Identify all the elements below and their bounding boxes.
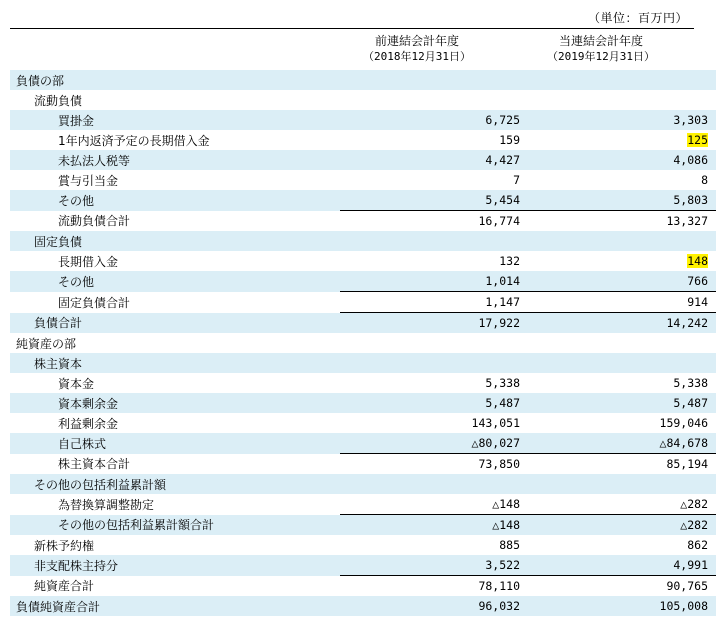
prior-year-value [340,190,528,211]
current-year-value [528,535,716,555]
row-label-cell [10,130,340,150]
table-row [10,190,716,211]
current-year-value [528,353,716,373]
value-text: 105,008 [659,599,708,613]
table-row [10,170,716,190]
row-label-cell [10,271,340,292]
row-label: その他 [58,193,95,208]
highlighted-value: 125 [687,133,708,147]
table-row [10,110,716,130]
current-year-value [528,596,716,616]
row-label: 資本金 [58,376,95,391]
value-text: 7 [513,173,520,187]
table-row [10,251,716,271]
prior-year-value [340,110,528,130]
table-row [10,353,716,373]
row-label: 負債合計 [34,316,83,331]
current-year-value [528,231,716,251]
row-label-cell [10,70,340,90]
value-text: 14,242 [666,316,708,330]
value-text: 17,922 [478,316,520,330]
row-label: 純資産の部 [16,336,77,351]
row-label-cell [10,555,340,576]
value-text: 5,487 [673,396,708,410]
current-year-value [528,333,716,353]
current-year-value [528,515,716,536]
value-text: 3,303 [673,113,708,127]
row-label: その他 [58,274,95,289]
table-row [10,393,716,413]
table-row [10,555,716,576]
current-year-value [528,110,716,130]
table-row [10,413,716,433]
prior-year-value [340,494,528,515]
table-row [10,292,716,313]
table-row [10,454,716,475]
current-year-value [528,313,716,334]
current-year-value [528,393,716,413]
table-row [10,474,716,494]
prior-year-value [340,70,528,90]
balance-sheet-table [10,70,716,616]
value-text: 96,032 [478,599,520,613]
table-row [10,313,716,334]
value-text: 5,338 [485,376,520,390]
value-text: △80,027 [471,436,520,450]
table-row [10,70,716,90]
value-text: 6,725 [485,113,520,127]
row-label: 固定負債合計 [58,295,131,310]
row-label: 長期借入金 [58,254,119,269]
current-year-value [528,555,716,576]
prior-year-value [340,555,528,576]
current-year-value [528,190,716,211]
current-year-value [528,474,716,494]
row-label: 未払法人税等 [58,153,131,168]
current-year-value [528,373,716,393]
prior-year-value [340,413,528,433]
prior-year-value [340,393,528,413]
prior-year-value [340,454,528,475]
column-header-prior-year [327,34,507,64]
current-year-value [528,211,716,232]
prior-year-value [340,313,528,334]
value-text: 8 [701,173,708,187]
table-row [10,373,716,393]
current-year-value [528,170,716,190]
row-label-cell [10,494,340,515]
value-text: 4,086 [673,153,708,167]
unit-label: （単位：百万円） [588,11,689,25]
table-row [10,576,716,597]
row-label-cell [10,596,340,616]
value-text: 5,803 [673,193,708,207]
table-row [10,130,716,150]
prior-year-value [340,251,528,271]
row-label-cell [10,433,340,454]
table-row [10,150,716,170]
current-year-value [528,433,716,454]
prior-year-value [340,90,528,110]
row-label: 新株予約権 [34,538,95,553]
prior-year-value [340,515,528,536]
row-label: その他の包括利益累計額 [34,477,167,492]
prior-year-value [340,150,528,170]
row-label: 非支配株主持分 [34,558,119,573]
row-label-cell [10,231,340,251]
table-row [10,494,716,515]
table-row [10,211,716,232]
header-rule [10,28,694,29]
row-label-cell [10,150,340,170]
row-label-cell [10,353,340,373]
value-text: 13,327 [666,214,708,228]
value-text: 90,765 [666,579,708,593]
column-header-current-year [511,34,691,64]
value-text: 862 [687,538,708,552]
row-label-cell [10,454,340,475]
value-text: 159 [499,133,520,147]
prior-year-value [340,231,528,251]
row-label: 自己株式 [58,436,107,451]
value-text: 73,850 [478,457,520,471]
prior-year-value [340,373,528,393]
row-label-cell [10,170,340,190]
current-year-value [528,251,716,271]
row-label: その他の包括利益累計額合計 [58,518,215,533]
row-label: 純資産合計 [34,579,95,594]
prior-year-value [340,535,528,555]
row-label-cell [10,515,340,536]
column-header-period: （2019年12月31日） [547,50,655,63]
prior-year-value [340,353,528,373]
current-year-value [528,494,716,515]
value-text: △84,678 [659,436,708,450]
table-row [10,535,716,555]
current-year-value [528,130,716,150]
row-label-cell [10,110,340,130]
row-label-cell [10,90,340,110]
value-text: 16,774 [478,214,520,228]
table-row [10,596,716,616]
current-year-value [528,90,716,110]
row-label: 固定負債 [34,234,83,249]
value-text: 132 [499,254,520,268]
value-text: △148 [492,518,520,532]
current-year-value [528,271,716,292]
value-text: 78,110 [478,579,520,593]
current-year-value [528,454,716,475]
value-text: 766 [687,274,708,288]
row-label: 買掛金 [58,113,95,128]
value-text: 1,014 [485,274,520,288]
value-text: 914 [687,295,708,309]
prior-year-value [340,130,528,150]
row-label-cell [10,333,340,353]
current-year-value [528,150,716,170]
prior-year-value [340,211,528,232]
prior-year-value [340,474,528,494]
row-label-cell [10,393,340,413]
table-row [10,90,716,110]
value-text: 4,991 [673,558,708,572]
prior-year-value [340,292,528,313]
value-text: 159,046 [659,416,708,430]
table-row [10,515,716,536]
value-text: △148 [492,497,520,511]
table-row [10,333,716,353]
current-year-value [528,576,716,597]
column-header-label: 前連結会計年度 [374,34,459,48]
row-label: 負債の部 [16,73,65,88]
value-text: 5,487 [485,396,520,410]
row-label-cell [10,576,340,597]
table-row [10,433,716,454]
row-label: 負債純資産合計 [16,599,101,614]
value-text: 143,051 [471,416,520,430]
row-label-cell [10,373,340,393]
prior-year-value [340,170,528,190]
highlighted-value: 148 [687,254,708,268]
row-label: 資本剰余金 [58,396,119,411]
row-label: 為替換算調整勘定 [58,497,155,512]
row-label-cell [10,474,340,494]
row-label-cell [10,251,340,271]
row-label: 1年内返済予定の長期借入金 [58,133,210,148]
row-label: 利益剰余金 [58,416,119,431]
row-label-cell [10,535,340,555]
current-year-value [528,70,716,90]
value-text: 5,454 [485,193,520,207]
value-text: 4,427 [485,153,520,167]
value-text: △282 [680,518,708,532]
value-text: 3,522 [485,558,520,572]
row-label-cell [10,292,340,313]
row-label-cell [10,313,340,334]
current-year-value [528,292,716,313]
prior-year-value [340,576,528,597]
current-year-value [528,413,716,433]
table-row [10,231,716,251]
value-text: △282 [680,497,708,511]
prior-year-value [340,271,528,292]
row-label: 株主資本 [34,356,83,371]
row-label: 賞与引当金 [58,173,119,188]
value-text: 85,194 [666,457,708,471]
value-text: 5,338 [673,376,708,390]
row-label-cell [10,413,340,433]
prior-year-value [340,333,528,353]
row-label-cell [10,211,340,232]
value-text: 885 [499,538,520,552]
table-row [10,271,716,292]
row-label: 流動負債合計 [58,214,131,229]
column-header-label: 当連結会計年度 [558,34,643,48]
prior-year-value [340,433,528,454]
prior-year-value [340,596,528,616]
row-label-cell [10,190,340,211]
row-label: 流動負債 [34,93,83,108]
value-text: 1,147 [485,295,520,309]
row-label: 株主資本合計 [58,457,131,472]
column-header-period: （2018年12月31日） [363,50,471,63]
